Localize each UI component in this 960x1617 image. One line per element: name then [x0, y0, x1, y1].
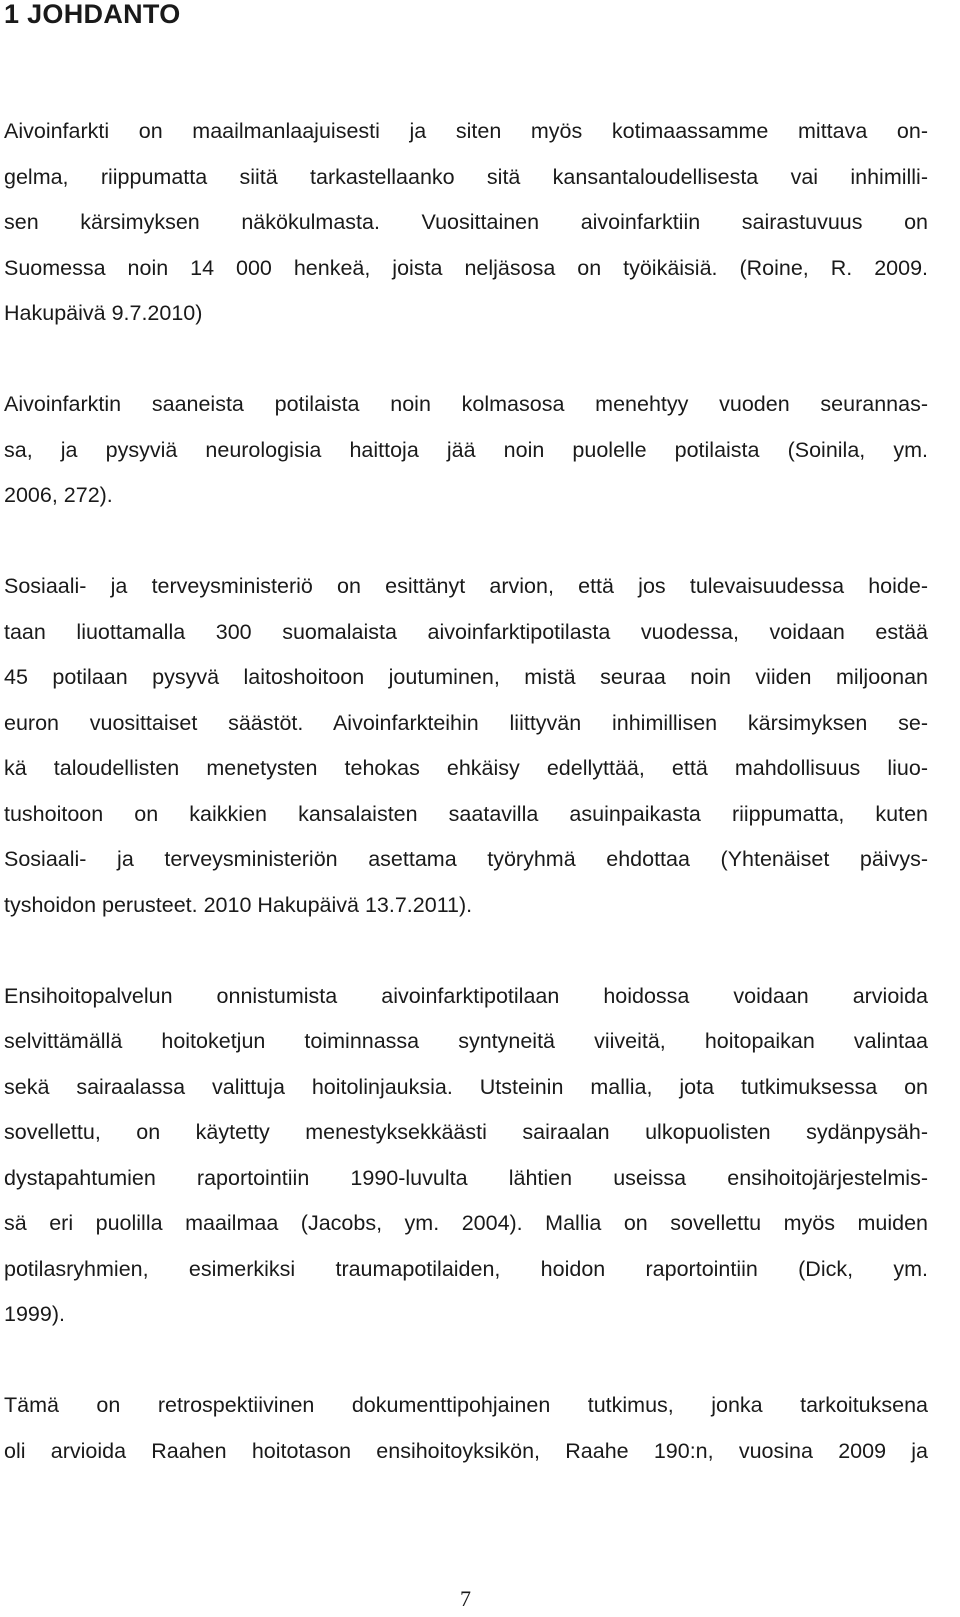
text-line: Tämä on retrospektiivinen dokumenttipohjainen tutkimus, jonka tarkoituksena — [4, 1393, 928, 1417]
text-line: sä eri puolilla maailmaa (Jacobs, ym. 2004). Mallia on sovellettu myös muiden — [4, 1211, 928, 1235]
text-line: Suomessa noin 14 000 henkeä, joista neljäsosa on työikäisiä. (Roine, R. 2009. — [4, 256, 928, 280]
text-line: sen kärsimyksen näkökulmasta. Vuosittainen aivoinfarktiin sairastuvuus on — [4, 210, 928, 234]
text-line: sa, ja pysyviä neurologisia haittoja jää noin puolelle potilaista (Soinila, ym. — [4, 438, 928, 462]
chapter-heading: 1 JOHDANTO — [4, 0, 181, 29]
text-line: tyshoidon perusteet. 2010 Hakupäivä 13.7.2011). — [4, 893, 473, 917]
text-line: 1999). — [4, 1302, 65, 1326]
text-line: Sosiaali- ja terveysministeriö on esittänyt arvion, että jos tulevaisuudessa hoide- — [4, 574, 928, 598]
text-line: Hakupäivä 9.7.2010) — [4, 301, 203, 325]
text-line: dystapahtumien raportointiin 1990-luvulta lähtien useissa ensihoitojärjestelmis- — [4, 1166, 928, 1190]
text-line: 45 potilaan pysyvä laitoshoitoon joutuminen, mistä seuraa noin viiden miljoonan — [4, 665, 928, 689]
text-line: sovellettu, on käytetty menestyksekkäästi sairaalan ulkopuolisten sydänpysäh- — [4, 1120, 928, 1144]
text-line: kä taloudellisten menetysten tehokas ehkäisy edellyttää, että mahdollisuus liuo- — [4, 756, 928, 780]
text-line: tushoitoon on kaikkien kansalaisten saatavilla asuinpaikasta riippumatta, kuten — [4, 802, 928, 826]
text-line: 2006, 272). — [4, 483, 113, 507]
text-line: taan liuottamalla 300 suomalaista aivoinfarktipotilasta vuodessa, voidaan estää — [4, 620, 928, 644]
text-line: selvittämällä hoitoketjun toiminnassa syntyneitä viiveitä, hoitopaikan valintaa — [4, 1029, 928, 1053]
text-line: sekä sairaalassa valittuja hoitolinjauksia. Utsteinin mallia, jota tutkimuksessa on — [4, 1075, 928, 1099]
text-line: potilasryhmien, esimerkiksi traumapotilaiden, hoidon raportointiin (Dick, ym. — [4, 1257, 928, 1281]
text-line: euron vuosittaiset säästöt. Aivoinfarkteihin liittyvän inhimillisen kärsimyksen se- — [4, 711, 928, 735]
text-line: Ensihoitopalvelun onnistumista aivoinfarktipotilaan hoidossa voidaan arvioida — [4, 984, 928, 1008]
text-line: Aivoinfarktin saaneista potilaista noin kolmasosa menehtyy vuoden seurannas- — [4, 392, 928, 416]
text-line: Sosiaali- ja terveysministeriön asettama työryhmä ehdottaa (Yhtenäiset päivys- — [4, 847, 928, 871]
text-line: gelma, riippumatta siitä tarkastellaanko sitä kansantaloudellisesta vai inhimilli- — [4, 165, 928, 189]
page-number: 7 — [460, 1586, 471, 1611]
text-line: Aivoinfarkti on maailmanlaajuisesti ja siten myös kotimaassamme mittava on- — [4, 119, 928, 143]
text-line: oli arvioida Raahen hoitotason ensihoitoyksikön, Raahe 190:n, vuosina 2009 ja — [4, 1439, 928, 1463]
